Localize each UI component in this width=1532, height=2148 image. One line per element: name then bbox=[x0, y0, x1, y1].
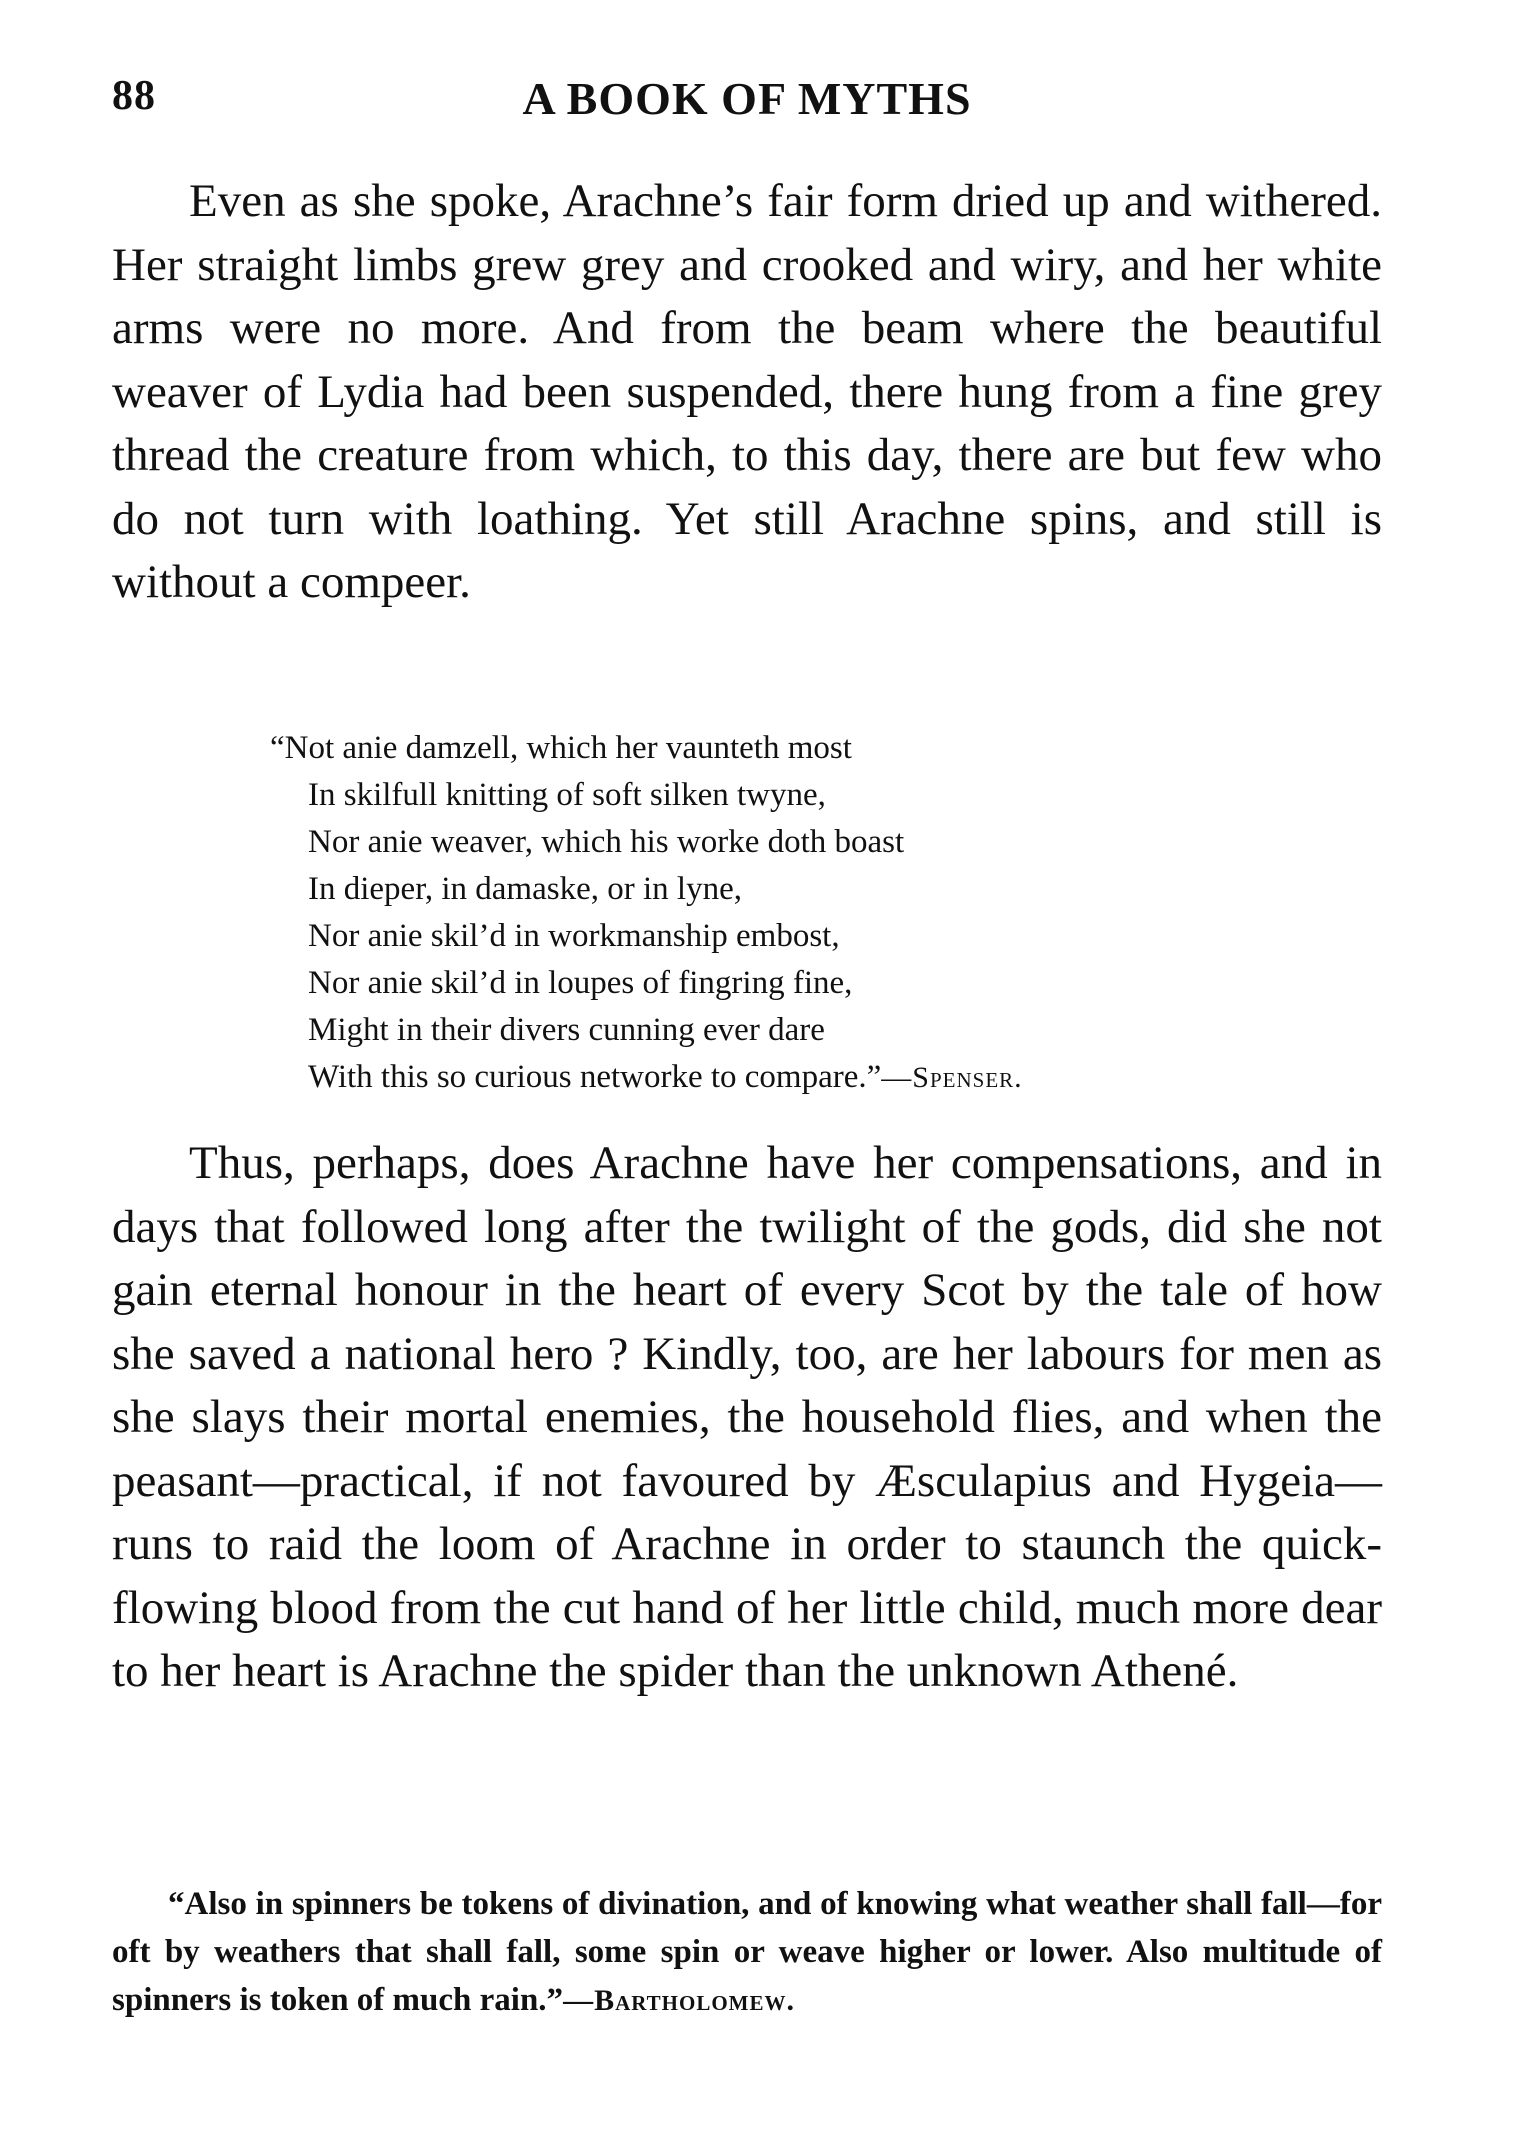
paragraph-arachne-transformation: Even as she spoke, Arachne’s fair form dried up and withered. Her straight limbs grew grey and crooked and wiry, and her white arms were no more. And from the beam where the beautiful weaver of Lydia had been suspended, there hung from a fine grey thread the creature from which, to this day, there are but few who do not turn with loathing. Yet still Arachne spins, and still is without a compeer. bbox=[112, 175, 1382, 608]
poem-line-last bbox=[270, 1054, 1350, 1101]
bartholomew-quotation bbox=[112, 1880, 1382, 2025]
poem-line: Nor anie weaver, which his worke doth boast bbox=[308, 824, 905, 860]
poem-line: In skilfull knitting of soft silken twyne, bbox=[308, 777, 826, 813]
footnote-text: “Also in spinners be tokens of divination, and of knowing what weather shall fall—for oft by weathers that shall fall, some spin or weave higher or lower. Also multitude of spinners is token of much rain.” bbox=[112, 1886, 1382, 2018]
poem-line: In dieper, in damaske, or in lyne, bbox=[308, 871, 742, 907]
running-title: A BOOK OF MYTHS bbox=[522, 73, 972, 124]
poem-line: Nor anie skil’d in workmanship embost, bbox=[308, 918, 840, 954]
paragraph-arachne-compensations: Thus, perhaps, does Arachne have her compensations, and in days that followed long after the twilight of the gods, did she not gain eternal honour in the heart of every Scot by the tale of how she saved a national hero ? Kindly, too, are her labours for men as she slays their mortal enemies, the household flies, and when the peasant—practical, if not favoured by Æsculapius and Hygeia—runs to raid the loom of Arachne in order to staunch the quick-flowing blood from the cut hand of her little child, much more dear to her heart is Arachne the spider than the unknown Athené. bbox=[112, 1137, 1382, 1697]
poem-line: “Not anie damzell, which her vaunteth most bbox=[270, 730, 852, 766]
spenser-quotation bbox=[270, 725, 1350, 1101]
footnote-attribution: —Bartholomew. bbox=[563, 1984, 796, 2017]
page-header bbox=[112, 72, 1382, 142]
page-number: 88 bbox=[112, 73, 156, 119]
poem-line: Might in their divers cunning ever dare bbox=[308, 1012, 825, 1048]
poem-line: Nor anie skil’d in loupes of fingring fine, bbox=[308, 965, 853, 1001]
poem-line-text: With this so curious networke to compare.” bbox=[308, 1059, 882, 1095]
poem-attribution: —Spenser. bbox=[881, 1061, 1023, 1094]
